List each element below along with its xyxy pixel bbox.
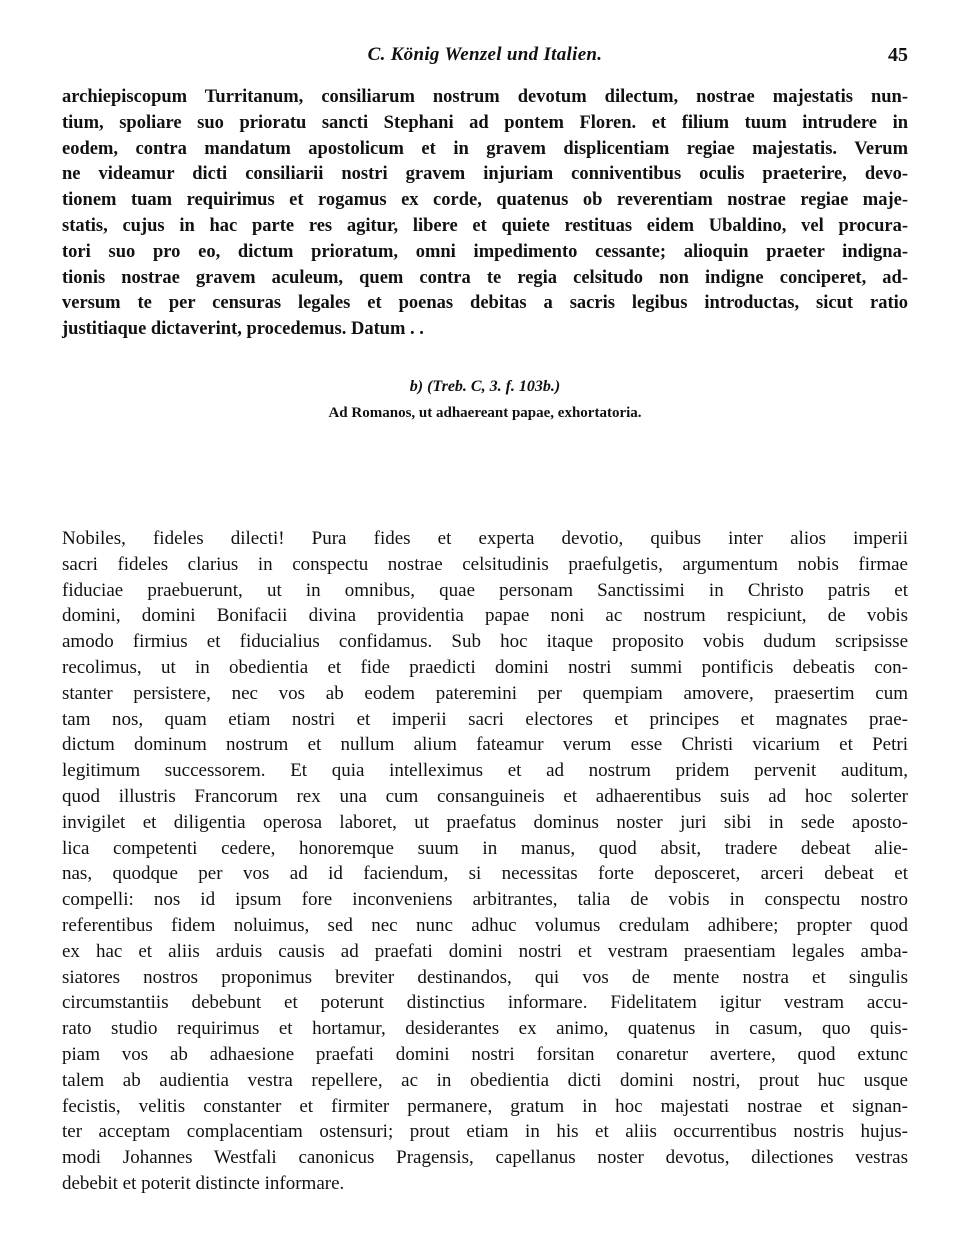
- document-b-text: [62, 526, 908, 1197]
- text-line: recolimus, ut in obedientia et fide praedicti domini nostri summi pontificis debeatis con-: [62, 656, 908, 678]
- text-line: tori suo pro eo, dictum prioratum, omni impedimento cessante; alioquin praeter indigna-: [62, 241, 908, 262]
- text-line: nas, quodque per vos ad id faciendum, si necessitas forte deposceret, arceri debeat et: [62, 863, 908, 885]
- text-line: stanter persistere, nec vos ab eodem pateremini per quempiam amovere, praesertim cum: [62, 682, 908, 704]
- text-line: fiduciae praebuerunt, ut in omnibus, quae personam Sanctissimi in Christo patris et: [62, 579, 908, 601]
- page-header: [62, 44, 908, 74]
- text-line: lica competenti cedere, honoremque suum in manus, quod absit, tradere debeat alie-: [62, 837, 908, 859]
- text-line: piam vos ab adhaesione praefati domini nostri forsitan conaretur avertere, quod extunc: [62, 1043, 908, 1065]
- text-line: justitiaque dictaverint, procedemus. Datum . .: [62, 319, 424, 340]
- text-line: versum te per censuras legales et poenas debitas a sacris legibus introductas, sicut ratio: [62, 293, 908, 314]
- running-title: C. König Wenzel und Italien.: [367, 44, 603, 65]
- text-line: modi Johannes Westfali canonicus Pragensis, capellanus noster devotus, dilectiones vestras: [62, 1147, 908, 1169]
- document-b-title: Ad Romanos, ut adhaereant papae, exhortatoria.: [328, 405, 642, 421]
- text-line: tionem tuam requirimus et rogamus ex corde, quatenus ob reverentiam nostrae regiae maje-: [62, 190, 908, 211]
- text-line: quod illustris Francorum rex una cum consanguineis et adhaerentibus suis ad hoc solerter: [62, 785, 908, 807]
- text-line: tam nos, quam etiam nostri et imperii sacri electores et principes et magnates prae-: [62, 708, 908, 730]
- text-line: compelli: nos id ipsum fore inconveniens arbitrantes, talia de vobis in conspectu nostro: [62, 889, 908, 911]
- text-line: sacri fideles clarius in conspectu nostrae celsitudinis praefulgetis, argumentum nobis firmae: [62, 553, 908, 575]
- text-line: ter acceptam complacentiam ostensuri; prout etiam in his et aliis occurrentibus nostris hujus-: [62, 1121, 908, 1143]
- document-a-text: [62, 85, 908, 343]
- text-line: ex hac et aliis arduis causis ad praefati domini nostri et vestram praesentiam legales amba-: [62, 940, 908, 962]
- text-line: legitimum successorem. Et quia intelleximus et ad nostrum pridem pervenit auditum,: [62, 760, 908, 782]
- document-b-reference: b) (Treb. C, 3. f. 103b.): [409, 378, 561, 395]
- page-number: 45: [888, 44, 908, 66]
- text-line: tionis nostrae gravem aculeum, quem contra te regia celsitudo non indigne conciperet, ad-: [62, 267, 908, 288]
- text-line: amodo firmius et fiducialius confidamus. Sub hoc itaque proposito vobis dudum scripsisse: [62, 631, 908, 653]
- text-line: rato studio requirimus et hortamur, desiderantes ex animo, quatenus in casum, quo quis-: [62, 1018, 908, 1040]
- text-line: debebit et poterit distincte informare.: [62, 1172, 345, 1194]
- text-line: statis, cujus in hac parte res agitur, libere et quiete restituas eidem Ubaldino, vel procura-: [62, 215, 908, 236]
- text-line: domini, domini Bonifacii divina providentia papae noni ac nostrum respiciunt, de vobis: [62, 605, 908, 627]
- text-line: tium, spoliare suo prioratu sancti Stephani ad pontem Floren. et filium tuum intrudere in: [62, 112, 908, 133]
- text-line: dictum dominum nostrum et nullum alium fateamur verum esse Christi vicarium et Petri: [62, 734, 908, 756]
- text-line: ne videamur dicti consiliarii nostri gravem injuriam conniventibus oculis praeterire, devo-: [62, 164, 908, 185]
- text-line: eodem, contra mandatum apostolicum et in gravem displicentiam regiae majestatis. Verum: [62, 138, 908, 159]
- text-line: siatores nostros proponimus breviter destinandos, qui vos de mente nostra et singulis: [62, 966, 908, 988]
- text-line: invigilet et diligentia operosa laboret, ut praefatus dominus noster juri sibi in sede aposto-: [62, 811, 908, 833]
- text-line: fecistis, velitis constanter et firmiter permanere, gratum in hoc majestati nostrae et signan-: [62, 1095, 908, 1117]
- text-line: talem ab audientia vestra repellere, ac in obedientia dicti domini nostri, prout huc usque: [62, 1069, 908, 1091]
- text-line: referentibus fidem noluimus, sed nec nunc adhuc volumus credulam adhibere; propter quod: [62, 914, 908, 936]
- text-line: Nobiles, fideles dilecti! Pura fides et experta devotio, quibus inter alios imperii: [62, 528, 908, 549]
- text-line: circumstantiis debebunt et poterunt distinctius informare. Fidelitatem igitur vestram accu-: [62, 992, 908, 1014]
- text-line: archiepiscopum Turritanum, consiliarum nostrum devotum dilectum, nostrae majestatis nun-: [62, 87, 908, 107]
